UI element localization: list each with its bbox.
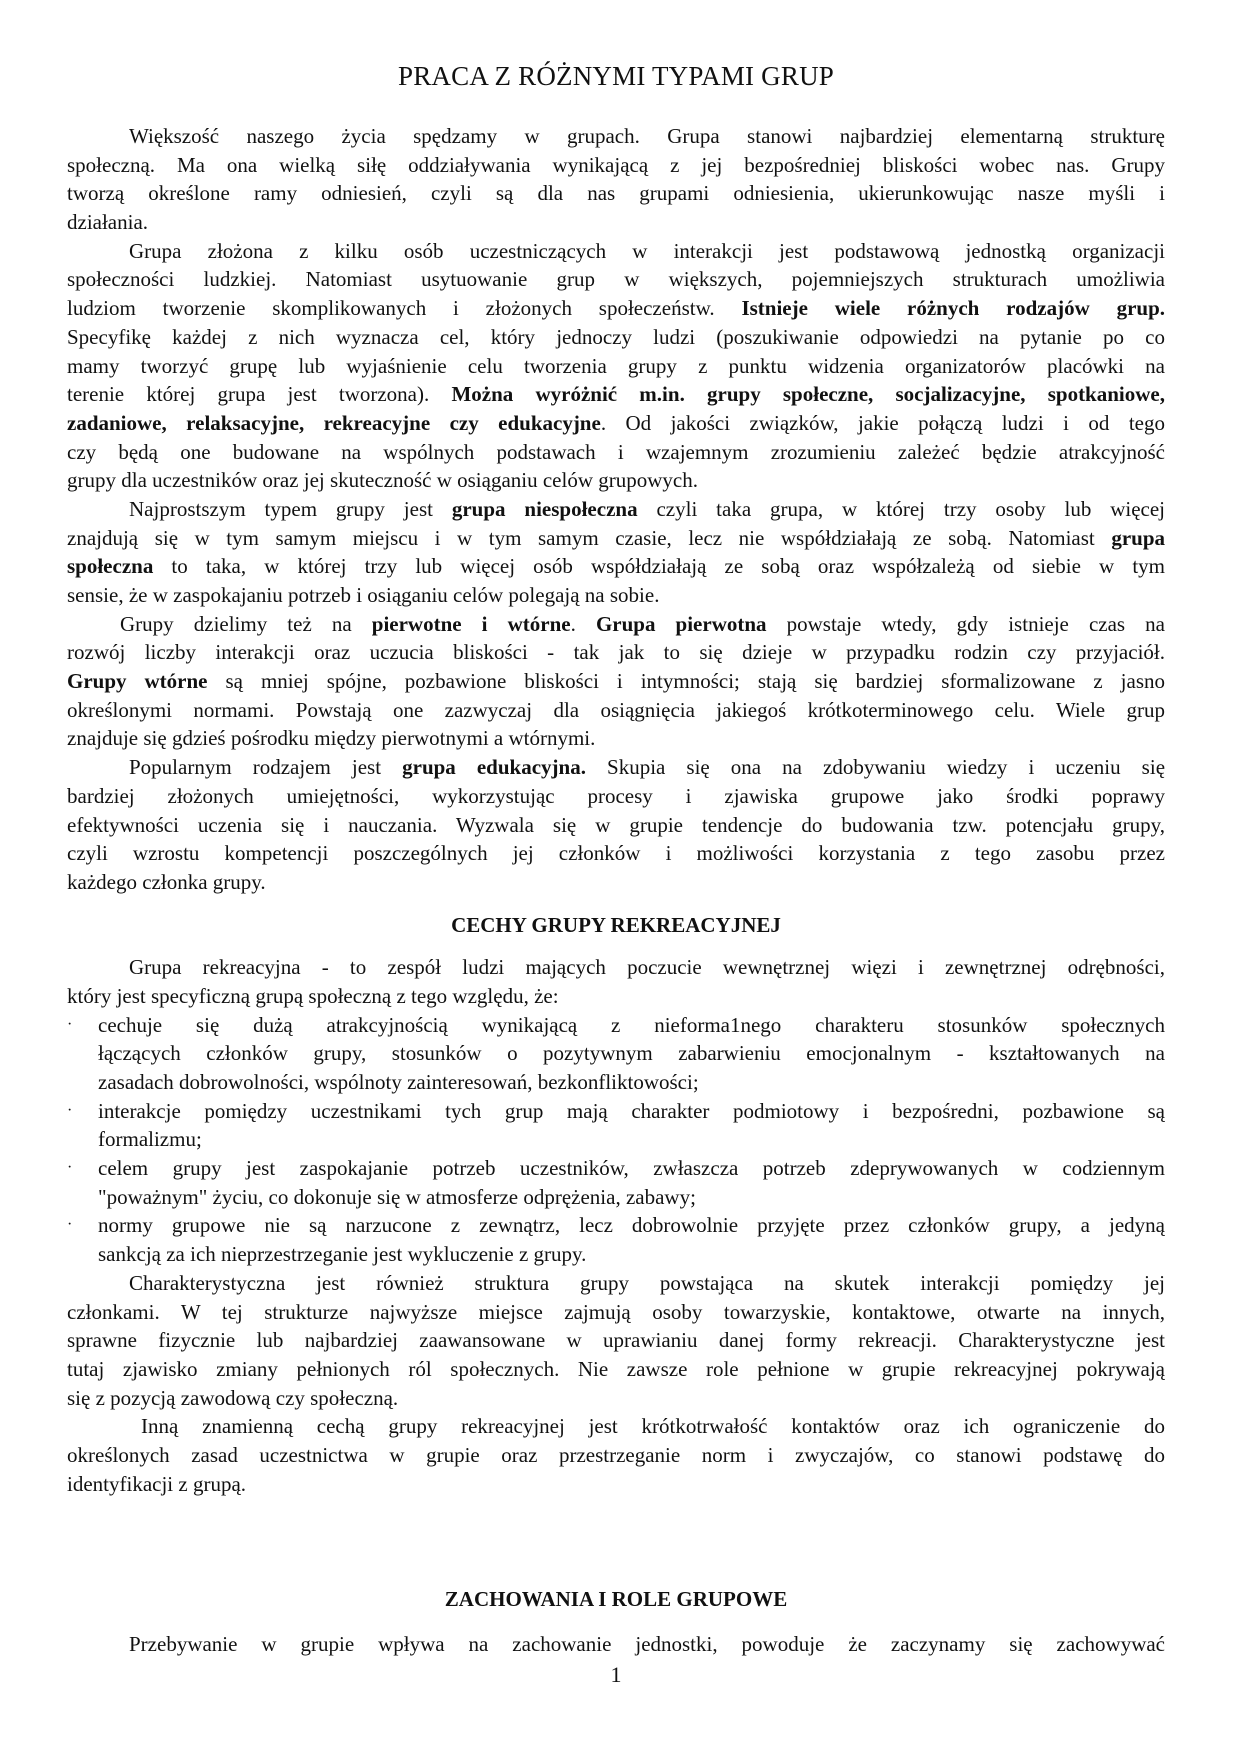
paragraph-line xyxy=(67,953,1165,982)
text-run: bardziej złożonych umiejętności, wykorzystując procesy i zjawiska grupowe jako środki poprawy xyxy=(67,783,1165,808)
paragraph-line xyxy=(67,438,1165,467)
text-run: czyli wzrostu kompetencji poszczególnych jej członków i możliwości korzystania z tego zasobu przez xyxy=(67,841,1165,866)
paragraph-line xyxy=(67,1412,1165,1441)
paragraph-line xyxy=(67,466,1165,495)
paragraph-line xyxy=(67,610,1165,639)
paragraph-line xyxy=(67,1326,1165,1355)
paragraph-line xyxy=(67,811,1165,840)
bold-text: grupa niespołeczna xyxy=(451,496,638,521)
text-run: normy grupowe nie są narzucone z zewnątrz, lecz dobrowolnie przyjęte przez członków grupy, a jedyną xyxy=(98,1213,1165,1238)
text-run: Najprostszym typem grupy jest xyxy=(129,496,452,521)
text-run: interakcje pomiędzy uczestnikami tych grup mają charakter podmiotowy i bezpośredni, pozbawione są xyxy=(98,1098,1165,1123)
text-run: tutaj zjawisko zmiany pełnionych ról społecznych. Nie zawsze role pełnione w grupie rekreacyjnej pokrywają xyxy=(67,1356,1165,1381)
text-run: formalizmu; xyxy=(98,1127,202,1152)
text-run: ludziom tworzenie skomplikowanych i złożonych społeczeństw. xyxy=(67,296,742,321)
text-run: działania. xyxy=(67,210,149,235)
text-run: Skupia się ona na zdobywaniu wiedzy i uczeniu się xyxy=(585,755,1165,780)
list-item xyxy=(67,1097,1165,1154)
text-run: efektywności uczenia się i nauczania. Wyzwala się w grupie tendencje do budowania tzw. potencjału grupy, xyxy=(67,812,1165,837)
paragraph-line xyxy=(67,982,1165,1011)
text-run: rozwój liczby interakcji oraz uczucia bliskości - tak jak to się dzieje w przypadku rodzin czy przyjaciół. xyxy=(67,640,1165,665)
text-run: czy będą one budowane na wspólnych podstawach i wzajemnym zrozumieniu zależeć będzie atrakcyjność xyxy=(67,439,1165,464)
text-run: czyli taka grupa, w której trzy osoby lub więcej xyxy=(637,496,1165,521)
paragraph xyxy=(67,495,1165,610)
paragraph-line xyxy=(67,352,1165,381)
paragraph-line xyxy=(67,1630,1165,1659)
bold-text: grupa xyxy=(1111,525,1165,550)
paragraph-line xyxy=(67,237,1165,266)
text-run: się z pozycją zawodową czy społeczną. xyxy=(67,1385,399,1410)
bold-text: Grupy wtórne xyxy=(67,669,208,694)
bold-text: Grupa pierwotna xyxy=(595,611,767,636)
text-run: znajduje się gdzieś pośrodku między pierwotnymi a wtórnymi. xyxy=(67,726,596,751)
list-item-line xyxy=(98,1125,1165,1154)
paragraph-line xyxy=(67,380,1165,409)
paragraph xyxy=(67,237,1165,495)
list-item-line xyxy=(98,1097,1165,1126)
bold-text: Istnieje wiele różnych rodzajów grup. xyxy=(741,296,1165,321)
paragraph-line xyxy=(67,323,1165,352)
text-run: Specyfikę każdej z nich wyznacza cel, który jednoczy ludzi (poszukiwanie odpowiedzi na pytanie po co xyxy=(67,324,1165,349)
text-run: Przebywanie w grupie wpływa na zachowanie jednostki, powoduje że zaczynamy się zachowywać xyxy=(129,1632,1165,1656)
paragraph-line xyxy=(67,208,1165,237)
document-title: PRACA Z RÓŻNYMI TYPAMI GRUP xyxy=(398,61,834,91)
paragraph xyxy=(67,953,1165,1010)
paragraph-line xyxy=(67,1355,1165,1384)
paragraph-line xyxy=(67,581,1165,610)
text-run: Grupa złożona z kilku osób uczestniczących w interakcji jest podstawową jednostką organizacji xyxy=(129,238,1165,263)
text-run: Charakterystyczna jest również struktura grupy powstająca na skutek interakcji pomiędzy jej xyxy=(129,1270,1165,1295)
bold-text: pierwotne i wtórne xyxy=(371,611,571,636)
text-run: zasadach dobrowolności, wspólnoty zainteresowań, bezkonfliktowości; xyxy=(98,1070,699,1094)
text-run: . Od jakości związków, jakie połączą ludzi i od tego xyxy=(600,410,1165,435)
list-item-line xyxy=(98,1240,1165,1269)
paragraph-line xyxy=(67,839,1165,868)
bold-text: grupa edukacyjna. xyxy=(402,755,586,780)
paragraph-line xyxy=(67,1269,1165,1298)
paragraph-line xyxy=(67,667,1165,696)
list-item-line xyxy=(98,1211,1165,1240)
text-run: powstaje wtedy, gdy istnieje czas na xyxy=(766,611,1165,636)
page-number: 1 xyxy=(610,1661,622,1687)
text-run: członkami. W tej strukturze najwyższe miejsce zajmują osoby towarzyskie, kontaktowe, otwarte na innych, xyxy=(67,1299,1165,1324)
paragraph-line xyxy=(67,294,1165,323)
text-run: sankcją za ich nieprzestrzeganie jest wykluczenie z grupy. xyxy=(98,1242,587,1267)
paragraph-line xyxy=(67,151,1165,180)
text-run: znajdują się w tym samym miejscu i w tym samym czasie, lecz nie współdziałają ze sobą. Natomiast xyxy=(67,525,1112,550)
text-run: sensie, że w zaspokajaniu potrzeb i osiąganiu celów polegają na sobie. xyxy=(67,583,660,607)
paragraph-line xyxy=(67,696,1165,725)
paragraph-line xyxy=(67,409,1165,438)
paragraph xyxy=(67,610,1165,753)
text-run: który jest specyficzną grupą społeczną z tego względu, że: xyxy=(67,983,559,1008)
list-item xyxy=(67,1011,1165,1097)
text-run: mamy tworzyć grupę lub wyjaśnienie celu tworzenia grupy z punktu widzenia organizatorów placówki na xyxy=(67,353,1165,378)
text-run: każdego członka grupy. xyxy=(67,869,266,894)
paragraph xyxy=(67,753,1165,896)
list-item xyxy=(67,1154,1165,1211)
bullet-icon: · xyxy=(67,1015,73,1033)
text-run: są mniej spójne, pozbawione bliskości i intymności; stają się bardziej sformalizowane z jasno xyxy=(207,669,1165,694)
paragraph-line xyxy=(67,524,1165,553)
list-item-line xyxy=(98,1039,1165,1068)
paragraph-line xyxy=(67,638,1165,667)
bold-text: zadaniowe, relaksacyjne, rekreacyjne czy edukacyjne xyxy=(67,410,601,435)
bullet-list xyxy=(67,1011,1165,1269)
text-run: łączących członków grupy, stosunków o pozytywnym zabarwieniu emocjonalnym - kształtowanych na xyxy=(98,1041,1165,1066)
paragraph-line xyxy=(67,495,1165,524)
text-run: terenie której grupa jest tworzona). xyxy=(67,382,452,407)
section-heading: ZACHOWANIA I ROLE GRUPOWE xyxy=(444,1587,788,1612)
text-run: "poważnym" życiu, co dokonuje się w atmosferze odprężenia, zabawy; xyxy=(98,1184,696,1209)
paragraph-line xyxy=(67,179,1165,208)
text-run: identyfikacji z grupą. xyxy=(67,1471,247,1496)
text-run: Inną znamienną cechą grupy rekreacyjnej jest krótkotrwałość kontaktów oraz ich ograniczenie do xyxy=(141,1414,1165,1439)
list-item-line xyxy=(98,1011,1165,1040)
paragraph-line xyxy=(67,265,1165,294)
bullet-icon: · xyxy=(67,1216,73,1234)
paragraph-line xyxy=(67,724,1165,753)
paragraph xyxy=(67,1269,1165,1412)
text-run: Grupy dzielimy też na xyxy=(120,611,372,636)
text-run: Większość naszego życia spędzamy w grupach. Grupa stanowi najbardziej elementarną strukturę xyxy=(129,124,1165,148)
text-run: to taka, w której trzy lub więcej osób współdziałają ze sobą oraz współzależą od siebie w tym xyxy=(153,554,1165,579)
paragraph xyxy=(67,1412,1165,1498)
bullet-icon: · xyxy=(67,1159,73,1177)
paragraph-line xyxy=(67,782,1165,811)
paragraph-line xyxy=(67,868,1165,897)
bullet-icon: · xyxy=(67,1101,73,1119)
bold-text: Można wyróżnić m.in. grupy społeczne, socjalizacyjne, spotkaniowe, xyxy=(451,382,1165,407)
text-run: celem grupy jest zaspokajanie potrzeb uczestników, zwłaszcza potrzeb zdeprywowanych w codziennym xyxy=(98,1156,1165,1181)
text-run: społeczności ludzkiej. Natomiast usytuowanie grup w większych, pojemniejszych strukturach umożliwia xyxy=(67,267,1165,292)
paragraph-line xyxy=(67,1441,1165,1470)
list-item xyxy=(67,1211,1165,1268)
text-run: Popularnym rodzajem jest xyxy=(129,755,403,780)
paragraph-line xyxy=(67,552,1165,581)
paragraph-line xyxy=(67,1298,1165,1327)
paragraph-line xyxy=(67,1470,1165,1499)
paragraph-line xyxy=(67,122,1165,151)
text-run: cechuje się dużą atrakcyjnością wynikającą z nieforma1nego charakteru stosunków społecznych xyxy=(98,1012,1165,1037)
list-item-line xyxy=(98,1183,1165,1212)
bold-text: społeczna xyxy=(67,554,154,579)
paragraph-line xyxy=(67,1384,1165,1413)
text-run: Grupa rekreacyjna - to zespół ludzi mających poczucie wewnętrznej więzi i zewnętrznej odrębności, xyxy=(129,955,1165,980)
text-run: grupy dla uczestników oraz jej skuteczność w osiąganiu celów grupowych. xyxy=(67,468,698,493)
list-item-line xyxy=(98,1154,1165,1183)
list-item-line xyxy=(98,1068,1165,1097)
paragraph xyxy=(67,1630,1165,1659)
section-heading: CECHY GRUPY REKREACYJNEJ xyxy=(451,912,781,937)
text-run: tworzą określone ramy odniesień, czyli są dla nas grupami odniesienia, ukierunkowując nasze myśli i xyxy=(67,181,1165,206)
text-run: . xyxy=(570,611,596,636)
paragraph xyxy=(67,122,1165,237)
document-body xyxy=(67,122,1165,1689)
text-run: określonych zasad uczestnictwa w grupie oraz przestrzeganie norm i zwyczajów, co stanowi podstawę do xyxy=(67,1442,1165,1467)
text-run: społeczną. Ma ona wielką siłę oddziaływania wynikającą z jej bezpośredniej bliskości wobec nas. Grupy xyxy=(67,152,1165,177)
paragraph-line xyxy=(67,753,1165,782)
text-run: sprawne fizycznie lub najbardziej zaawansowane w uprawianiu danej formy rekreacji. Charakterystyczne jest xyxy=(67,1328,1165,1353)
text-run: określonymi normami. Powstają one zazwyczaj dla osiągnięcia jakiegoś krótkoterminowego celu. Wiele grup xyxy=(67,697,1165,722)
